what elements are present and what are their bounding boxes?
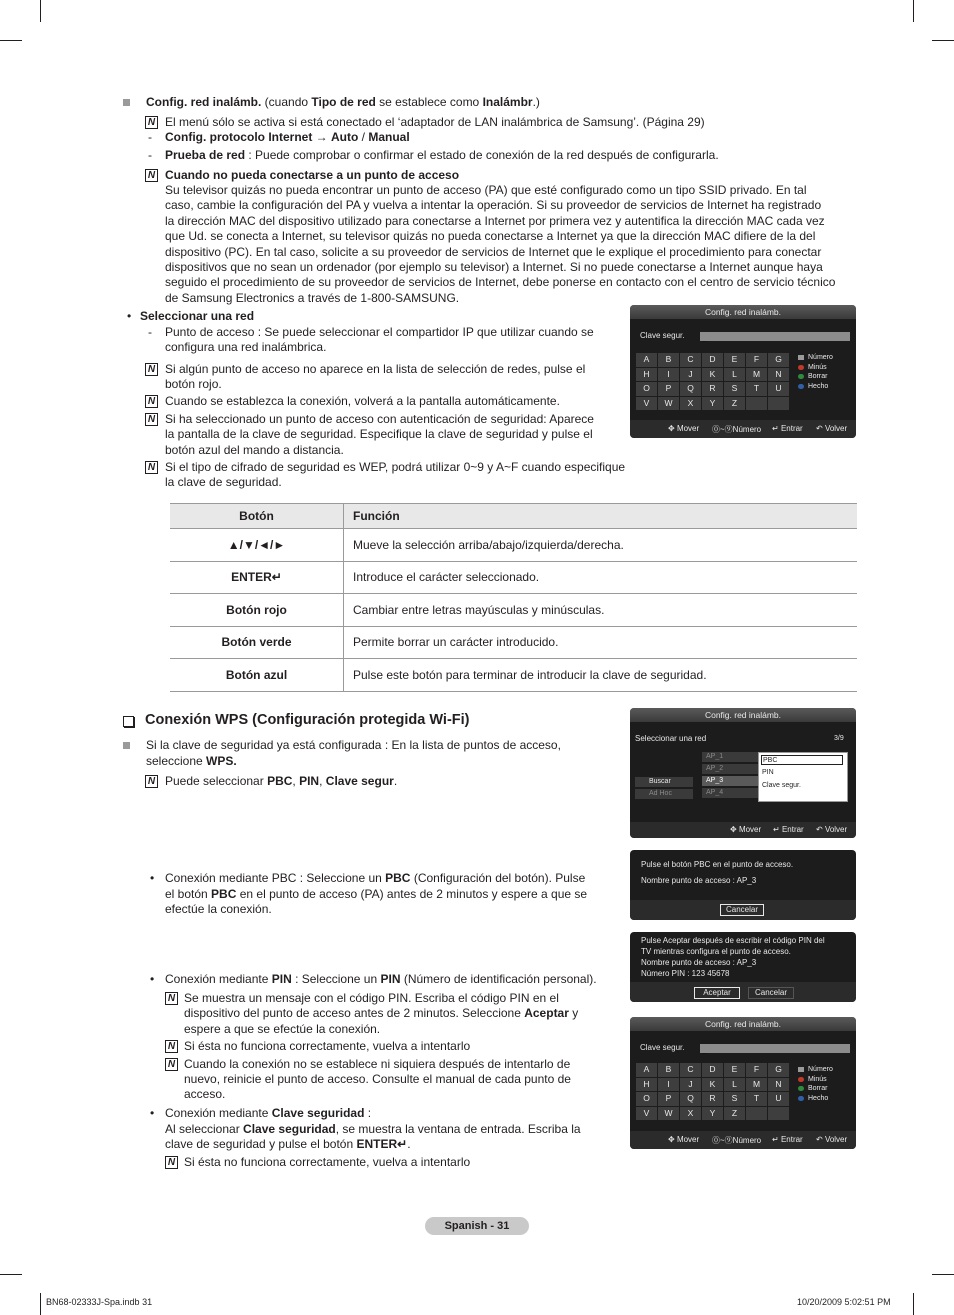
pin-note: dispositivo del punto de acceso antes de 2 minutos. Seleccione Aceptar y: [184, 1006, 579, 1020]
key[interactable]: B: [658, 1063, 679, 1077]
note-line: la dirección MAC del dispositivo utilizado para conectarse a Internet por primera vez y autentifica la dirección MAC cada vez: [165, 214, 825, 228]
note-icon: N: [165, 992, 178, 1005]
note-line: Cuando se establezca la conexión, volverá a la pantalla automáticamente.: [165, 394, 560, 408]
security-key-input[interactable]: _: [700, 332, 850, 341]
note-line: la clave de seguridad.: [165, 475, 282, 489]
green-button-icon: [798, 374, 804, 379]
key[interactable]: G: [768, 1063, 789, 1077]
menu-item-pbc[interactable]: PBC: [761, 755, 843, 765]
key[interactable]: S: [724, 1092, 745, 1106]
key[interactable]: X: [680, 1107, 701, 1121]
key[interactable]: [746, 1107, 767, 1121]
key[interactable]: O: [636, 382, 657, 396]
pbc-line: Conexión mediante PBC : Seleccione un PBC (Configuración del botón). Pulse: [165, 871, 586, 885]
key[interactable]: E: [724, 353, 745, 367]
enter-hint: ↵ Entrar: [773, 825, 804, 834]
key[interactable]: V: [636, 1107, 657, 1121]
note-icon: N: [145, 116, 158, 129]
cancel-button[interactable]: Cancelar: [720, 904, 764, 916]
wps-heading: Conexión WPS (Configuración protegida Wi-Fi): [145, 712, 470, 728]
select-network-label: Seleccionar una red: [635, 734, 707, 743]
note-line: de Samsung Electronics a través de 1-800-SAMSUNG.: [165, 291, 460, 305]
key[interactable]: C: [680, 1063, 701, 1077]
key[interactable]: M: [746, 368, 767, 382]
select-network-title: Seleccionar una red: [140, 309, 255, 323]
pin-message: TV mientras configura el punto de acceso.: [641, 947, 791, 956]
crop-mark: [913, 0, 914, 22]
number-icon: ⓪~⑨: [712, 1136, 733, 1145]
key[interactable]: P: [658, 1092, 679, 1106]
legend-item: Borrar: [796, 372, 833, 382]
note-line: dispositivos que no sean un ordenador (por ejemplo su televisor) a Internet. Si no puede conectarse a Internet aunque haya: [165, 260, 823, 274]
key[interactable]: T: [746, 1092, 767, 1106]
print-date: 10/20/2009 5:02:51 PM: [797, 1297, 891, 1307]
wps-menu: [758, 752, 848, 802]
note-line: botón rojo.: [165, 377, 222, 391]
note-line: caso, cambie la configuración del PA y vuelva a intentar la operación. Si su proveedor de servicios de Internet ha registrado: [165, 198, 822, 212]
note-icon: N: [145, 413, 158, 426]
key[interactable]: K: [702, 368, 723, 382]
menu-item-pin[interactable]: PIN: [762, 769, 774, 776]
note-icon: N: [165, 1156, 178, 1169]
key[interactable]: I: [658, 368, 679, 382]
number-key-icon: [798, 1067, 804, 1072]
key[interactable]: V: [636, 397, 657, 411]
ap-item-selected[interactable]: AP_3: [702, 776, 760, 786]
table-row: Botón azul Pulse este botón para terminar de introducir la clave de seguridad.: [170, 659, 857, 692]
table-row: Botón verde Permite borrar un carácter introducido.: [170, 626, 857, 659]
pbc-panel: [630, 850, 856, 920]
config-red-line: Config. red inalámb. (cuando Tipo de red se establece como Inalámbr.): [146, 95, 540, 109]
key[interactable]: W: [658, 397, 679, 411]
move-hint: ✥ Mover: [730, 825, 762, 834]
pin-panel: [630, 932, 856, 1002]
key[interactable]: O: [636, 1092, 657, 1106]
keypad-grid: [636, 1063, 789, 1120]
keypad-panel: [630, 1017, 856, 1149]
key[interactable]: Y: [702, 397, 723, 411]
key[interactable]: Y: [702, 1107, 723, 1121]
ap-item[interactable]: AP_4: [702, 788, 760, 798]
panel-title: Config. red inalámb.: [630, 305, 856, 319]
key[interactable]: N: [768, 1078, 789, 1092]
key[interactable]: N: [768, 368, 789, 382]
menu-item-key[interactable]: Clave segur.: [762, 782, 801, 789]
square-bullet-icon: [123, 99, 130, 106]
number-hint: ⓪~⑨Número: [712, 425, 762, 434]
panel-footer: [630, 420, 856, 438]
key[interactable]: W: [658, 1107, 679, 1121]
crop-mark: [0, 40, 22, 41]
dot-bullet: •: [150, 972, 155, 986]
number-hint: ⓪~⑨Número: [712, 1136, 762, 1145]
key-line: clave de seguridad y pulse el botón ENTER↵.: [165, 1137, 411, 1151]
key[interactable]: D: [702, 1063, 723, 1077]
crop-mark: [40, 1293, 41, 1315]
table-header: [170, 504, 857, 529]
key[interactable]: G: [768, 353, 789, 367]
file-info: BN68-02333J-Spa.indb 31: [46, 1297, 153, 1307]
key[interactable]: L: [724, 368, 745, 382]
move-icon: ✥: [730, 825, 739, 834]
legend-item: Minús: [796, 1075, 833, 1085]
return-hint: ↶ Volver: [816, 1135, 848, 1144]
key[interactable]: Q: [680, 382, 701, 396]
key[interactable]: Q: [680, 1092, 701, 1106]
col-header: Función: [344, 504, 858, 529]
note-icon: N: [145, 775, 158, 788]
return-hint: ↶ Volver: [816, 424, 848, 433]
key-line: Al seleccionar Clave seguridad, se muestra la ventana de entrada. Escriba la: [165, 1122, 581, 1136]
protocol-line: Config. protocolo Internet → Auto / Manual: [165, 130, 410, 144]
key[interactable]: T: [746, 382, 767, 396]
key[interactable]: X: [680, 397, 701, 411]
key[interactable]: [768, 1107, 789, 1121]
keypad-panel: [630, 305, 856, 438]
key[interactable]: [768, 397, 789, 411]
wps-intro: Si la clave de seguridad ya está configurada : En la lista de puntos de acceso,: [146, 738, 561, 752]
enter-hint: ↵ Entrar: [772, 424, 803, 433]
legend-item: Minús: [796, 363, 833, 373]
crop-mark: [932, 40, 954, 41]
return-icon: ↶: [816, 1135, 825, 1144]
pin-note: Cuando la conexión no se establece ni siquiera después de intentarlo de: [184, 1057, 571, 1071]
crop-mark: [40, 0, 41, 22]
pbc-line: efectúe la conexión.: [165, 902, 272, 916]
panel-title: Config. red inalámb.: [630, 1017, 856, 1031]
key[interactable]: L: [724, 1078, 745, 1092]
col-header: Botón: [170, 504, 344, 529]
dash: -: [148, 130, 152, 144]
enter-hint: ↵ Entrar: [772, 1135, 803, 1144]
note-line: botón azul del mando a distancia.: [165, 443, 344, 457]
note-icon: N: [145, 461, 158, 474]
red-button-icon: [798, 365, 804, 370]
checkbox-bullet-icon: [123, 716, 134, 727]
panel-footer: [630, 1131, 856, 1149]
return-hint: ↶ Volver: [816, 825, 848, 834]
pbc-message: Pulse el botón PBC en el punto de acceso.: [641, 860, 794, 869]
note-icon: N: [145, 395, 158, 408]
note-icon: N: [165, 1058, 178, 1071]
move-icon: ✥: [668, 424, 677, 433]
dot-bullet: •: [150, 1106, 155, 1120]
key[interactable]: U: [768, 1092, 789, 1106]
key[interactable]: R: [702, 382, 723, 396]
pin-ap-name: Nombre punto de acceso : AP_3: [641, 958, 757, 967]
ap-item[interactable]: AP_2: [702, 764, 760, 774]
table-row: ENTER↵ Introduce el carácter seleccionado.: [170, 561, 857, 594]
legend-item: Borrar: [796, 1084, 833, 1094]
legend-item: Número: [796, 1065, 833, 1075]
note-line: que Ud. se conecta a Internet, su televisor quizás no pueda conectarse a Internet ya que la dirección MAC difiere de la del: [165, 229, 816, 243]
search-button[interactable]: Buscar: [635, 777, 693, 787]
key[interactable]: A: [636, 1063, 657, 1077]
return-icon: ↶: [816, 424, 825, 433]
number-key-icon: [798, 355, 804, 360]
ap-item[interactable]: AP_1: [702, 752, 760, 762]
pin-note: acceso.: [184, 1087, 226, 1101]
pbc-line: el botón PBC en el punto de acceso (PA) antes de 2 minutos y espere a que se: [165, 887, 588, 901]
square-bullet-icon: [123, 742, 130, 749]
table-row: Botón rojo Cambiar entre letras mayúsculas y minúsculas.: [170, 594, 857, 627]
panel-title: Config. red inalámb.: [630, 708, 856, 722]
adhoc-button[interactable]: Ad Hoc: [635, 789, 693, 799]
legend-item: Hecho: [796, 382, 833, 392]
note-line: Si algún punto de acceso no aparece en la lista de selección de redes, pulse el: [165, 362, 586, 376]
key[interactable]: K: [702, 1078, 723, 1092]
move-icon: ✥: [668, 1135, 677, 1144]
green-button-icon: [798, 1086, 804, 1091]
pin-note: Se muestra un mensaje con el código PIN. Escriba el código PIN en el: [184, 991, 559, 1005]
key[interactable]: A: [636, 353, 657, 367]
security-key-input[interactable]: _: [700, 1044, 850, 1053]
note-icon: N: [165, 1040, 178, 1053]
note-line: Si el tipo de cifrado de seguridad es WEP, podrá utilizar 0~9 y A~F cuando especifique: [165, 460, 626, 474]
return-icon: ↶: [816, 825, 825, 834]
pin-note: nuevo, reinicie el punto de acceso. Consulte el manual de cada punto de: [184, 1072, 571, 1086]
panel-footer: [630, 982, 856, 1002]
legend-item: Número: [796, 353, 833, 363]
table-row: ▲/▼/◄/► Mueve la selección arriba/abajo/izquierda/derecha.: [170, 529, 857, 562]
key[interactable]: S: [724, 382, 745, 396]
ok-button[interactable]: Aceptar: [694, 987, 740, 999]
color-legend: [796, 353, 833, 391]
color-legend: [796, 1065, 833, 1103]
enter-icon: ↵: [397, 1137, 408, 1151]
dot-bullet: •: [150, 871, 155, 885]
wps-note: Puede seleccionar PBC, PIN, Clave segur.: [165, 774, 398, 788]
key[interactable]: F: [746, 353, 767, 367]
key[interactable]: H: [636, 368, 657, 382]
key[interactable]: Z: [724, 397, 745, 411]
dot-bullet: •: [127, 309, 132, 323]
button-function-table: [170, 503, 857, 692]
enter-icon: ↵: [271, 570, 282, 585]
crop-mark: [913, 1293, 914, 1315]
blue-button-icon: [798, 384, 804, 389]
key[interactable]: B: [658, 353, 679, 367]
move-hint: ✥ Mover: [668, 1135, 700, 1144]
red-button-icon: [798, 1077, 804, 1082]
field-label: Clave segur.: [640, 1043, 685, 1052]
page-indicator: 3/9: [834, 735, 844, 742]
cancel-button[interactable]: Cancelar: [748, 987, 794, 999]
legend-item: Hecho: [796, 1094, 833, 1104]
key[interactable]: D: [702, 353, 723, 367]
note-line: la pantalla de la clave de seguridad. Especifique la clave de seguridad y pulse el: [165, 427, 593, 441]
crop-mark: [0, 1274, 22, 1275]
note-line: dispositivo (PC). En tal caso, solicite a su proveedor de servicios de Internet que le explique el procedimiento para conectar: [165, 245, 822, 259]
pin-message: Pulse Aceptar después de escribir el código PIN del: [641, 936, 825, 945]
enter-icon: ↵: [773, 825, 782, 834]
pin-note: Si ésta no funciona correctamente, vuelva a intentarlo: [184, 1039, 471, 1053]
number-icon: ⓪~⑨: [712, 425, 733, 434]
access-point-line: Punto de acceso : Se puede seleccionar el compartidor IP que utilizar cuando se: [165, 325, 594, 339]
key[interactable]: I: [658, 1078, 679, 1092]
key[interactable]: E: [724, 1063, 745, 1077]
note-line: Su televisor quizás no pueda encontrar un punto de acceso (PA) que esté configurado como un tipo SSID privado. En tal: [165, 183, 807, 197]
key[interactable]: U: [768, 382, 789, 396]
move-hint: ✥ Mover: [668, 424, 700, 433]
pbc-ap-name: Nombre punto de acceso : AP_3: [641, 876, 757, 885]
page-number: Spanish - 31: [425, 1217, 529, 1235]
field-label: Clave segur.: [640, 331, 685, 340]
note-icon: N: [145, 169, 158, 182]
note-icon: N: [145, 363, 158, 376]
dash: -: [148, 325, 152, 339]
dash: -: [148, 148, 152, 162]
key[interactable]: F: [746, 1063, 767, 1077]
note-line: Si ha seleccionado un punto de acceso con autenticación de seguridad: Aparece: [165, 412, 594, 426]
enter-icon: ↵: [772, 424, 781, 433]
note-line: seguido el procedimiento de su proveedor de servicios de Internet, debe ponerse en contacto con el centro de servicio técnico: [165, 275, 836, 289]
access-point-line: configura una red inalámbrica.: [165, 340, 327, 354]
crop-mark: [932, 1274, 954, 1275]
key[interactable]: [746, 397, 767, 411]
key[interactable]: J: [680, 368, 701, 382]
key[interactable]: Z: [724, 1107, 745, 1121]
key[interactable]: R: [702, 1092, 723, 1106]
wps-intro: seleccione WPS.: [146, 754, 237, 768]
key[interactable]: M: [746, 1078, 767, 1092]
enter-icon: ↵: [772, 1135, 781, 1144]
network-test-line: Prueba de red : Puede comprobar o confirmar el estado de conexión de la red después de configurarla.: [165, 148, 719, 162]
note-adapter: El menú sólo se activa si está conectado el ‘adaptador de LAN inalámbrica de Samsung’. (Página 29): [165, 115, 705, 129]
network-select-panel: [630, 708, 856, 838]
pin-line: Conexión mediante PIN : Seleccione un PIN (Número de identificación personal).: [165, 972, 597, 986]
keypad-grid: [636, 353, 789, 410]
key-line: Conexión mediante Clave seguridad :: [165, 1106, 372, 1120]
key[interactable]: H: [636, 1078, 657, 1092]
panel-footer: [630, 822, 856, 838]
pin-number: Número PIN : 123 45678: [641, 969, 730, 978]
note-title: Cuando no pueda conectarse a un punto de acceso: [165, 168, 460, 182]
key[interactable]: P: [658, 382, 679, 396]
key[interactable]: C: [680, 353, 701, 367]
key-note: Si ésta no funciona correctamente, vuelva a intentarlo: [184, 1155, 471, 1169]
blue-button-icon: [798, 1096, 804, 1101]
pin-note: espere a que se efectúe la conexión.: [184, 1022, 381, 1036]
key[interactable]: J: [680, 1078, 701, 1092]
